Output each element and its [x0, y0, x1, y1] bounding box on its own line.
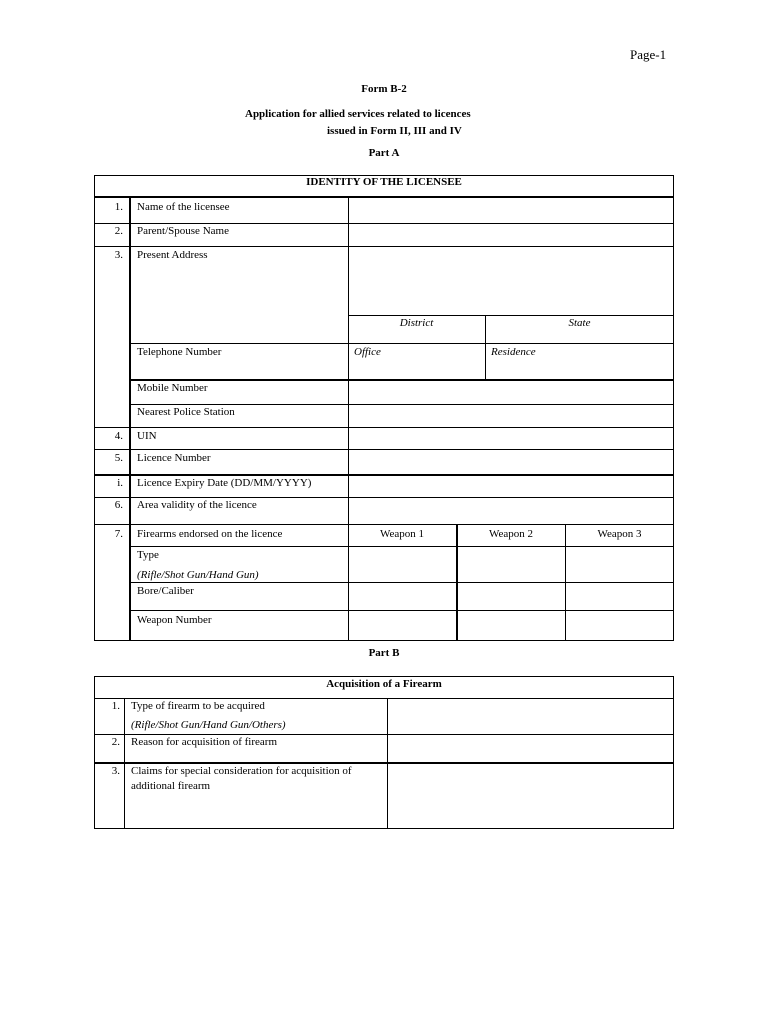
residence-phone-field[interactable] [486, 360, 673, 378]
row-number: 1. [111, 700, 120, 712]
mobile-number-field[interactable] [349, 381, 673, 403]
page-number: Page-1 [630, 47, 667, 62]
label-name-of-licensee: Name of the licensee [137, 201, 230, 213]
present-address-field[interactable] [349, 247, 673, 314]
area-validity-field[interactable] [349, 498, 673, 523]
uin-field[interactable] [349, 428, 673, 448]
label-present-address: Present Address [137, 249, 208, 261]
label-licence-number: Licence Number [137, 452, 211, 464]
part-b-heading: Acquisition of a Firearm [326, 678, 442, 690]
form-subtitle-line-1: Application for allied services related to licences [245, 108, 471, 120]
label-nearest-police-station: Nearest Police Station [137, 406, 235, 418]
label-residence: Residence [491, 346, 536, 358]
special-consideration-field[interactable] [388, 764, 673, 828]
weapon-3-header: Weapon 3 [597, 528, 642, 540]
label-weapon-type-hint: (Rifle/Shot Gun/Hand Gun) [137, 569, 259, 581]
part-a-heading: IDENTITY OF THE LICENSEE [306, 176, 462, 188]
nearest-police-station-field[interactable] [349, 405, 673, 426]
part-a-label: Part A [368, 147, 400, 159]
weapon-2-header: Weapon 2 [488, 528, 534, 540]
form-subtitle-line-2: issued in Form II, III and IV [327, 125, 462, 137]
label-weapon-number: Weapon Number [137, 614, 212, 626]
reason-for-acquisition-field[interactable] [388, 735, 673, 761]
weapon-2-bore-field[interactable] [458, 583, 564, 609]
state-field[interactable] [486, 331, 673, 343]
weapon-1-header: Weapon 1 [379, 528, 425, 540]
row-number: 5. [114, 452, 123, 464]
label-bore-caliber: Bore/Caliber [137, 585, 194, 597]
part-b-label: Part B [368, 647, 400, 659]
label-telephone-number: Telephone Number [137, 346, 222, 358]
label-weapon-type: Type [137, 549, 159, 561]
label-reason-for-acquisition: Reason for acquisition of firearm [131, 736, 278, 748]
row-number: 1. [114, 201, 123, 213]
label-licence-expiry-date: Licence Expiry Date (DD/MM/YYYY) [137, 477, 312, 489]
weapon-2-type-field[interactable] [458, 547, 564, 581]
weapon-2-number-field[interactable] [458, 611, 564, 640]
weapon-3-number-field[interactable] [566, 611, 673, 640]
weapon-1-bore-field[interactable] [349, 583, 455, 609]
row-number: 6. [114, 499, 123, 511]
label-type-of-firearm: Type of firearm to be acquired [131, 700, 265, 712]
form-title: Form B-2 [361, 83, 407, 95]
label-mobile-number: Mobile Number [137, 382, 208, 394]
label-special-consideration-line-2: additional firearm [131, 780, 211, 792]
label-parent-spouse-name: Parent/Spouse Name [137, 225, 229, 237]
row-number: 4. [114, 430, 123, 442]
name-of-licensee-field[interactable] [349, 198, 673, 222]
weapon-3-type-field[interactable] [566, 547, 673, 581]
office-phone-field[interactable] [349, 360, 484, 378]
row-number: i. [117, 477, 123, 489]
label-firearms-endorsed: Firearms endorsed on the licence [137, 528, 283, 540]
licence-number-field[interactable] [349, 450, 673, 473]
licence-expiry-date-field[interactable] [349, 476, 673, 496]
label-special-consideration-line-1: Claims for special consideration for acquisition of [131, 765, 352, 777]
row-number: 2. [114, 225, 123, 237]
row-number: 2. [111, 736, 120, 748]
label-area-validity: Area validity of the licence [137, 499, 257, 511]
district-field[interactable] [349, 331, 484, 343]
label-type-of-firearm-hint: (Rifle/Shot Gun/Hand Gun/Others) [131, 719, 286, 731]
weapon-1-number-field[interactable] [349, 611, 455, 640]
row-number: 3. [111, 765, 120, 777]
label-uin: UIN [137, 430, 157, 442]
row-number: 7. [114, 528, 123, 540]
row-number: 3. [114, 249, 123, 261]
label-state: State [568, 317, 591, 329]
label-office: Office [354, 346, 381, 358]
parent-spouse-name-field[interactable] [349, 224, 673, 245]
label-district: District [399, 317, 434, 329]
type-of-firearm-field[interactable] [388, 699, 673, 733]
weapon-3-bore-field[interactable] [566, 583, 673, 609]
weapon-1-type-field[interactable] [349, 547, 455, 581]
